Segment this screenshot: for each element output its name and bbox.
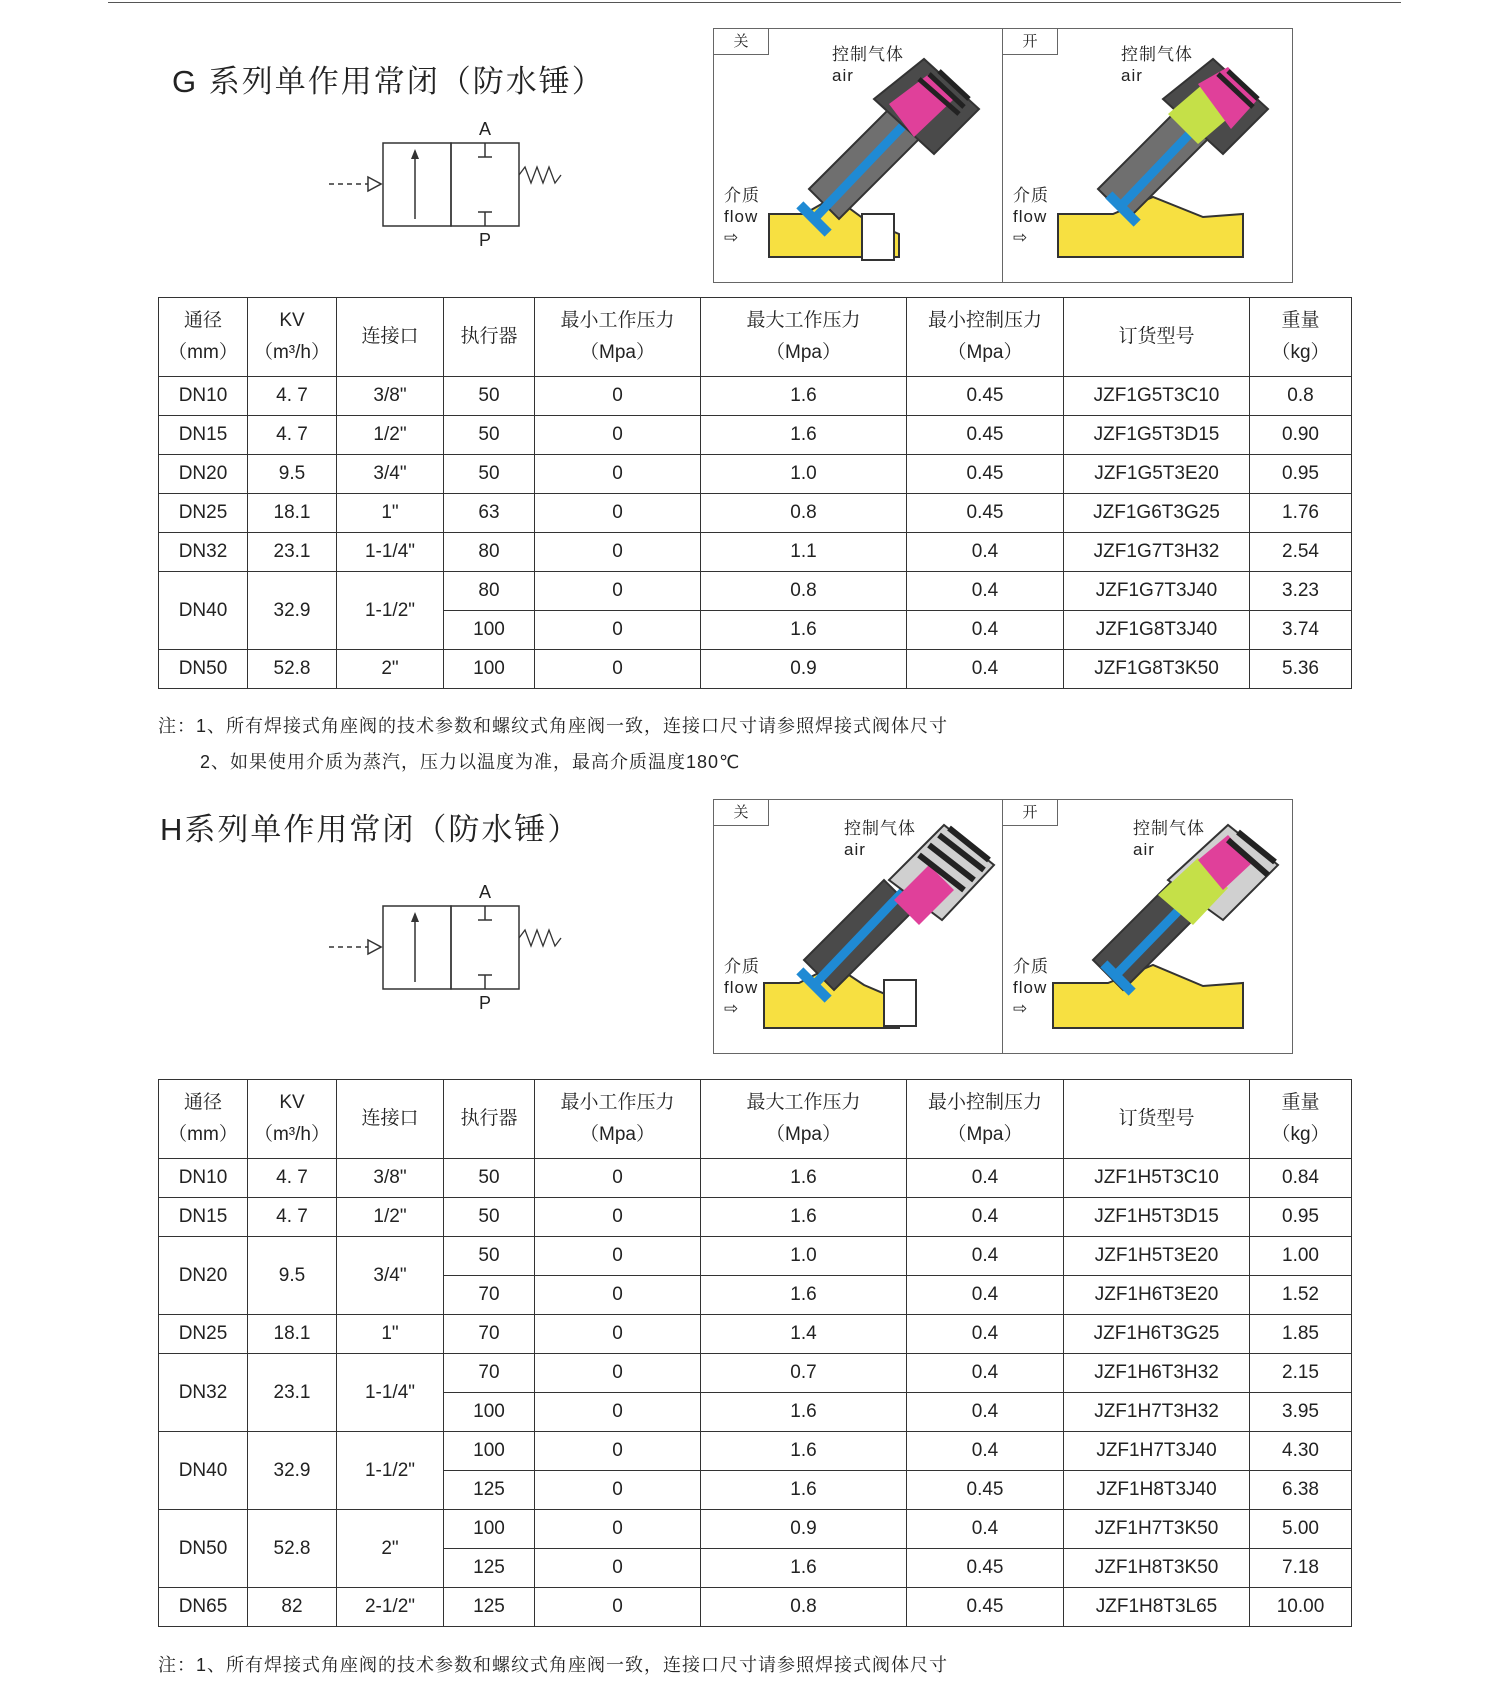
table-cell: DN65 — [159, 1588, 248, 1627]
table-cell: 50 — [444, 1198, 535, 1237]
g-closed-flow-label — [724, 185, 760, 248]
header-text: 订货型号 — [1118, 326, 1195, 347]
h-port-a: A — [478, 882, 492, 902]
table-row — [159, 1354, 1352, 1393]
table-cell: 1/2" — [337, 1198, 444, 1237]
table-row — [159, 377, 1352, 416]
table-cell: DN10 — [159, 1159, 248, 1198]
table-cell: 0.4 — [907, 650, 1064, 689]
table-cell: DN20 — [159, 1237, 248, 1315]
table-cell: 0.4 — [907, 611, 1064, 650]
table-cell: 0.95 — [1250, 455, 1352, 494]
header-text: 执行器 — [460, 326, 518, 347]
table-cell: 4. 7 — [248, 416, 337, 455]
table-cell: 0.4 — [907, 1510, 1064, 1549]
table-cell: 0 — [535, 494, 701, 533]
table-cell: 1.6 — [701, 1549, 907, 1588]
table-cell: 3.74 — [1250, 611, 1352, 650]
header-text: 最小控制压力 — [927, 1092, 1042, 1113]
col-max-work — [701, 298, 907, 377]
figure-label-text: 介质 — [724, 186, 760, 205]
col-min-work — [535, 298, 701, 377]
figure-label-text: ⇨ — [724, 228, 740, 247]
figure-label-text: flow — [1013, 978, 1048, 997]
g-note-2: 2、如果使用介质为蒸汽，压力以温度为准，最高介质温度180℃ — [200, 752, 741, 772]
table-cell: 125 — [444, 1588, 535, 1627]
g-open-air-label — [1121, 44, 1193, 86]
h-valve-symbol — [325, 878, 570, 1018]
table-cell: 0.95 — [1250, 1198, 1352, 1237]
header-text: 重量 — [1281, 310, 1320, 331]
figure-label-text: flow — [724, 207, 759, 226]
col-min-ctrl — [907, 298, 1064, 377]
table-cell: 1.85 — [1250, 1315, 1352, 1354]
table-cell: 1" — [337, 1315, 444, 1354]
table-cell: 1.6 — [701, 416, 907, 455]
figure-label-text: flow — [724, 978, 759, 997]
table-cell: 0.4 — [907, 572, 1064, 611]
table-cell: 5.00 — [1250, 1510, 1352, 1549]
table-cell: 0 — [535, 1198, 701, 1237]
table-cell: 1.1 — [701, 533, 907, 572]
table-cell: 2.54 — [1250, 533, 1352, 572]
table-cell: 1-1/2" — [337, 1432, 444, 1510]
g-closed-figure — [713, 28, 1004, 283]
figure-label-text: 介质 — [1013, 186, 1049, 205]
table-cell: 0.8 — [1250, 377, 1352, 416]
table-cell: JZF1H8T3K50 — [1064, 1549, 1250, 1588]
table-header-row — [159, 298, 1352, 377]
header-text: 订货型号 — [1118, 1108, 1195, 1129]
table-cell: 18.1 — [248, 494, 337, 533]
table-cell: JZF1G7T3J40 — [1064, 572, 1250, 611]
table-cell: DN40 — [159, 572, 248, 650]
col-weight — [1250, 1080, 1352, 1159]
table-cell: JZF1G5T3E20 — [1064, 455, 1250, 494]
table-cell: 9.5 — [248, 455, 337, 494]
table-cell: JZF1H5T3E20 — [1064, 1237, 1250, 1276]
table-cell: 4. 7 — [248, 1159, 337, 1198]
table-cell: JZF1H5T3C10 — [1064, 1159, 1250, 1198]
table-cell: 100 — [444, 1393, 535, 1432]
table-cell: 9.5 — [248, 1237, 337, 1315]
table-cell: 10.00 — [1250, 1588, 1352, 1627]
table-cell: 125 — [444, 1471, 535, 1510]
table-row — [159, 650, 1352, 689]
table-cell: 3/4" — [337, 455, 444, 494]
header-text: （Mpa） — [947, 342, 1023, 363]
table-cell: JZF1H6T3G25 — [1064, 1315, 1250, 1354]
table-cell: 80 — [444, 572, 535, 611]
table-cell: 1-1/4" — [337, 1354, 444, 1432]
table-cell: 0 — [535, 1510, 701, 1549]
figure-label-text: 介质 — [1013, 957, 1049, 976]
table-cell: DN25 — [159, 494, 248, 533]
table-cell: DN25 — [159, 1315, 248, 1354]
table-cell: 80 — [444, 533, 535, 572]
table-cell: JZF1H7T3K50 — [1064, 1510, 1250, 1549]
table-cell: 63 — [444, 494, 535, 533]
table-cell: 0.45 — [907, 1549, 1064, 1588]
table-cell: JZF1H6T3E20 — [1064, 1276, 1250, 1315]
g-open-flow-label — [1013, 185, 1049, 248]
table-cell: JZF1G7T3H32 — [1064, 533, 1250, 572]
col-weight — [1250, 298, 1352, 377]
table-cell: 3/8" — [337, 377, 444, 416]
table-cell: 1" — [337, 494, 444, 533]
table-cell: DN40 — [159, 1432, 248, 1510]
g-port-p: P — [478, 230, 492, 250]
table-cell: 50 — [444, 455, 535, 494]
header-text: （Mpa） — [580, 342, 655, 363]
table-cell: 1.76 — [1250, 494, 1352, 533]
g-note-1: 注：1、所有焊接式角座阀的技术参数和螺纹式角座阀一致，连接口尺寸请参照焊接式阀体尺寸 — [158, 716, 949, 736]
table-cell: 6.38 — [1250, 1471, 1352, 1510]
table-cell: 0.4 — [907, 1276, 1064, 1315]
table-cell: JZF1G8T3K50 — [1064, 650, 1250, 689]
table-cell: 0 — [535, 1393, 701, 1432]
table-cell: 0 — [535, 1354, 701, 1393]
header-text: （kg） — [1271, 1124, 1330, 1145]
col-order — [1064, 298, 1250, 377]
table-cell: 0 — [535, 1432, 701, 1471]
table-cell: 0.45 — [907, 455, 1064, 494]
g-series-title: G 系列单作用常闭（防水锤） — [172, 64, 605, 99]
table-cell: 70 — [444, 1354, 535, 1393]
table-cell: 0 — [535, 377, 701, 416]
header-text: （Mpa） — [580, 1124, 655, 1145]
table-cell: 52.8 — [248, 1510, 337, 1588]
top-rule — [108, 2, 1401, 3]
table-cell: DN50 — [159, 1510, 248, 1588]
table-cell: 100 — [444, 1432, 535, 1471]
table-cell: 1-1/2" — [337, 572, 444, 650]
table-cell: JZF1G5T3D15 — [1064, 416, 1250, 455]
table-cell: 1.6 — [701, 611, 907, 650]
table-row — [159, 1432, 1352, 1471]
table-cell: 0 — [535, 416, 701, 455]
table-cell: 1.6 — [701, 1159, 907, 1198]
table-cell: 0.9 — [701, 1510, 907, 1549]
header-text: （Mpa） — [947, 1124, 1023, 1145]
header-text: 最大工作压力 — [746, 310, 861, 331]
col-dn — [159, 1080, 248, 1159]
table-cell: 1.00 — [1250, 1237, 1352, 1276]
table-cell: DN50 — [159, 650, 248, 689]
figure-label-text: 控制气体 — [832, 45, 904, 64]
table-cell: 5.36 — [1250, 650, 1352, 689]
header-text: 最小工作压力 — [560, 1092, 675, 1113]
table-cell: JZF1G6T3G25 — [1064, 494, 1250, 533]
table-cell: 0.90 — [1250, 416, 1352, 455]
table-cell: 0.8 — [701, 572, 907, 611]
g-open-figure — [1002, 28, 1293, 283]
figure-label-text: flow — [1013, 207, 1048, 226]
table-cell: 100 — [444, 611, 535, 650]
table-cell: JZF1H7T3J40 — [1064, 1432, 1250, 1471]
table-cell: 0 — [535, 1276, 701, 1315]
table-cell: 0.7 — [701, 1354, 907, 1393]
table-cell: 0.45 — [907, 494, 1064, 533]
table-cell: JZF1H8T3J40 — [1064, 1471, 1250, 1510]
table-cell: 52.8 — [248, 650, 337, 689]
figure-label-text: ⇨ — [1013, 999, 1029, 1018]
open-tag: 开 — [1003, 800, 1058, 826]
table-cell: DN10 — [159, 377, 248, 416]
g-port-a: A — [478, 119, 492, 139]
table-cell: 0 — [535, 1159, 701, 1198]
h-closed-figure — [713, 799, 1004, 1054]
table-cell: JZF1G5T3C10 — [1064, 377, 1250, 416]
table-cell: 0.4 — [907, 1315, 1064, 1354]
table-cell: 3.95 — [1250, 1393, 1352, 1432]
table-cell: 2" — [337, 1510, 444, 1588]
closed-tag: 关 — [714, 29, 769, 55]
table-cell: 1-1/4" — [337, 533, 444, 572]
figure-label-text: 控制气体 — [1121, 45, 1193, 64]
table-cell: 1.6 — [701, 1276, 907, 1315]
table-cell: 0 — [535, 1237, 701, 1276]
table-cell: 0 — [535, 650, 701, 689]
table-cell: 23.1 — [248, 533, 337, 572]
figure-label-text: air — [844, 840, 866, 859]
header-text: 连接口 — [361, 1108, 419, 1129]
table-cell: 1.0 — [701, 455, 907, 494]
table-cell: 0 — [535, 455, 701, 494]
table-row — [159, 1198, 1352, 1237]
h-series-title: H系列单作用常闭（防水锤） — [160, 812, 581, 847]
table-cell: 1.0 — [701, 1237, 907, 1276]
header-text: （m³/h） — [253, 342, 330, 363]
table-cell: 125 — [444, 1549, 535, 1588]
g-closed-air-label — [832, 44, 904, 86]
table-cell: 0.45 — [907, 416, 1064, 455]
table-cell: 0.4 — [907, 1237, 1064, 1276]
table-cell: 2-1/2" — [337, 1588, 444, 1627]
table-cell: JZF1H7T3H32 — [1064, 1393, 1250, 1432]
figure-label-text: air — [1133, 840, 1155, 859]
table-row — [159, 455, 1352, 494]
table-cell: 0 — [535, 572, 701, 611]
table-cell: 1.52 — [1250, 1276, 1352, 1315]
h-port-p: P — [478, 993, 492, 1013]
table-cell: DN20 — [159, 455, 248, 494]
table-cell: 82 — [248, 1588, 337, 1627]
table-cell: 1.6 — [701, 1198, 907, 1237]
table-cell: JZF1H6T3H32 — [1064, 1354, 1250, 1393]
table-row — [159, 1237, 1352, 1276]
header-text: 最大工作压力 — [746, 1092, 861, 1113]
table-cell: 50 — [444, 1237, 535, 1276]
table-cell: 1.4 — [701, 1315, 907, 1354]
table-row — [159, 1588, 1352, 1627]
figure-label-text: air — [1121, 66, 1143, 85]
table-cell: 1.6 — [701, 1471, 907, 1510]
table-header-row — [159, 1080, 1352, 1159]
table-cell: 0 — [535, 1471, 701, 1510]
table-cell: DN15 — [159, 1198, 248, 1237]
g-valve-symbol — [325, 115, 570, 255]
table-cell: JZF1G8T3J40 — [1064, 611, 1250, 650]
table-cell: 4. 7 — [248, 1198, 337, 1237]
figure-label-text: ⇨ — [724, 999, 740, 1018]
table-cell: DN32 — [159, 1354, 248, 1432]
figure-label-text: air — [832, 66, 854, 85]
table-row — [159, 1315, 1352, 1354]
col-port — [337, 1080, 444, 1159]
table-cell: JZF1H5T3D15 — [1064, 1198, 1250, 1237]
col-actuator — [444, 298, 535, 377]
table-cell: 100 — [444, 1510, 535, 1549]
h-note-1: 注：1、所有焊接式角座阀的技术参数和螺纹式角座阀一致，连接口尺寸请参照焊接式阀体尺寸 — [158, 1655, 949, 1675]
table-cell: 1.6 — [701, 1393, 907, 1432]
figure-label-text: 控制气体 — [1133, 819, 1205, 838]
table-cell: 32.9 — [248, 572, 337, 650]
header-text: （mm） — [168, 342, 238, 363]
header-text: （kg） — [1271, 342, 1330, 363]
figure-label-text: 介质 — [724, 957, 760, 976]
table-row — [159, 533, 1352, 572]
table-cell: 0.45 — [907, 377, 1064, 416]
table-row — [159, 572, 1352, 611]
table-cell: 0.9 — [701, 650, 907, 689]
table-cell: 3/4" — [337, 1237, 444, 1315]
table-cell: 50 — [444, 377, 535, 416]
table-cell: 0.45 — [907, 1588, 1064, 1627]
open-tag: 开 — [1003, 29, 1058, 55]
table-cell: 2.15 — [1250, 1354, 1352, 1393]
table-cell: 3/8" — [337, 1159, 444, 1198]
table-cell: 0.8 — [701, 1588, 907, 1627]
header-text: （Mpa） — [766, 1124, 841, 1145]
table-cell: 7.18 — [1250, 1549, 1352, 1588]
table-cell: 0.45 — [907, 1471, 1064, 1510]
col-order — [1064, 1080, 1250, 1159]
header-text: KV — [279, 1092, 305, 1113]
table-cell: 0.84 — [1250, 1159, 1352, 1198]
table-row — [159, 1159, 1352, 1198]
table-cell: 4.30 — [1250, 1432, 1352, 1471]
table-cell: 1/2" — [337, 416, 444, 455]
header-text: 通径 — [183, 1092, 222, 1113]
h-closed-flow-label — [724, 956, 760, 1019]
col-kv — [248, 298, 337, 377]
header-text: 最小控制压力 — [927, 310, 1042, 331]
table-cell: 4. 7 — [248, 377, 337, 416]
figure-label-text: 控制气体 — [844, 819, 916, 838]
table-cell: 50 — [444, 416, 535, 455]
h-closed-air-label — [844, 818, 916, 860]
header-text: 连接口 — [361, 326, 419, 347]
table-cell: 3.23 — [1250, 572, 1352, 611]
table-row — [159, 416, 1352, 455]
table-cell: 0 — [535, 1315, 701, 1354]
closed-tag: 关 — [714, 800, 769, 826]
col-min-ctrl — [907, 1080, 1064, 1159]
table-cell: 0.4 — [907, 1159, 1064, 1198]
table-cell: 0.8 — [701, 494, 907, 533]
h-open-air-label — [1133, 818, 1205, 860]
table-cell: 1.6 — [701, 377, 907, 416]
table-cell: 32.9 — [248, 1432, 337, 1510]
g-series-table — [158, 297, 1352, 689]
h-open-flow-label — [1013, 956, 1049, 1019]
col-max-work — [701, 1080, 907, 1159]
table-cell: 0 — [535, 1549, 701, 1588]
table-cell: 0.4 — [907, 1198, 1064, 1237]
col-kv — [248, 1080, 337, 1159]
table-cell: 18.1 — [248, 1315, 337, 1354]
header-text: 最小工作压力 — [560, 310, 675, 331]
h-open-figure — [1002, 799, 1293, 1054]
table-cell: 0 — [535, 533, 701, 572]
header-text: 重量 — [1281, 1092, 1320, 1113]
h-series-table — [158, 1079, 1352, 1627]
col-actuator — [444, 1080, 535, 1159]
table-cell: 0 — [535, 1588, 701, 1627]
table-cell: 0.4 — [907, 1354, 1064, 1393]
header-text: （mm） — [168, 1124, 238, 1145]
header-text: （m³/h） — [253, 1124, 330, 1145]
table-cell: JZF1H8T3L65 — [1064, 1588, 1250, 1627]
table-cell: 0 — [535, 611, 701, 650]
header-text: （Mpa） — [766, 342, 841, 363]
table-row — [159, 1510, 1352, 1549]
header-text: 执行器 — [460, 1108, 518, 1129]
col-min-work — [535, 1080, 701, 1159]
header-text: KV — [279, 310, 305, 331]
table-cell: 100 — [444, 650, 535, 689]
table-cell: 0.4 — [907, 1432, 1064, 1471]
table-row — [159, 494, 1352, 533]
header-text: 通径 — [183, 310, 222, 331]
table-cell: 23.1 — [248, 1354, 337, 1432]
table-cell: 70 — [444, 1276, 535, 1315]
table-cell: DN15 — [159, 416, 248, 455]
table-cell: 1.6 — [701, 1432, 907, 1471]
table-cell: 70 — [444, 1315, 535, 1354]
col-port — [337, 298, 444, 377]
table-cell: 50 — [444, 1159, 535, 1198]
table-cell: 0.4 — [907, 533, 1064, 572]
col-dn — [159, 298, 248, 377]
table-cell: 0.4 — [907, 1393, 1064, 1432]
table-cell: 2" — [337, 650, 444, 689]
table-cell: DN32 — [159, 533, 248, 572]
figure-label-text: ⇨ — [1013, 228, 1029, 247]
